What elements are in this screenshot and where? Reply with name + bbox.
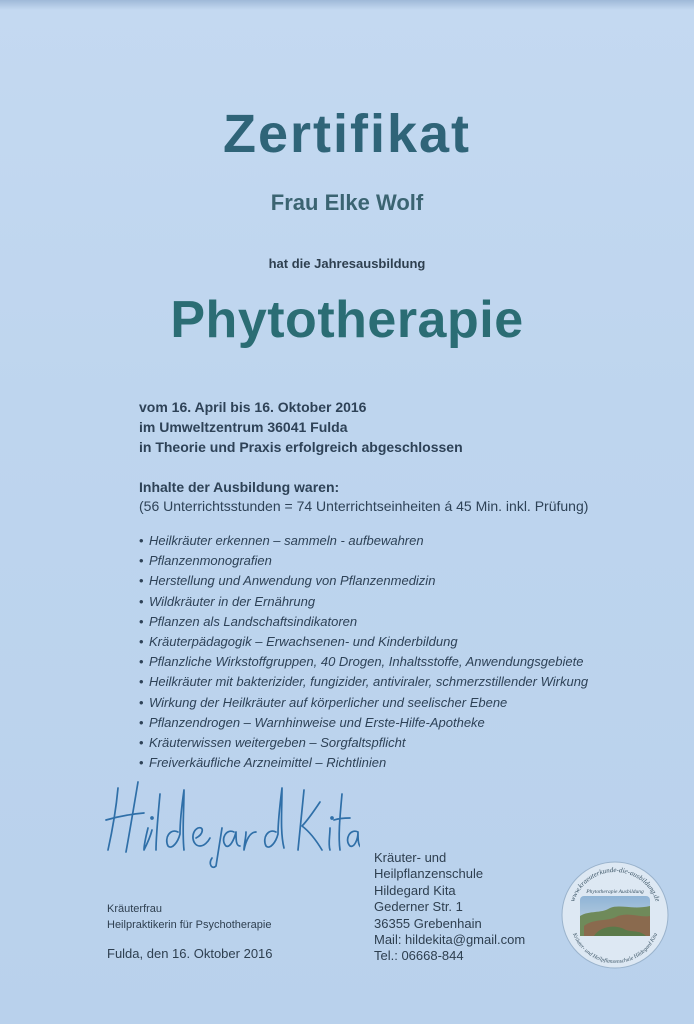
topic-item: [139, 733, 588, 753]
contents-subheading: (56 Unterrichtsstunden = 74 Unterrichtseinheiten á 45 Min. inkl. Prüfung): [139, 498, 589, 514]
seal-landscape-photo: [580, 896, 650, 936]
topic-text: Pflanzen als Landschaftsindikatoren: [149, 613, 358, 629]
topic-item: [139, 551, 588, 571]
detail-dates: vom 16. April bis 16. Oktober 2016: [139, 399, 367, 415]
topic-item: [139, 592, 588, 612]
bullet-icon: •: [139, 533, 144, 548]
bullet-icon: •: [139, 613, 144, 629]
school-line: Heilpflanzenschule: [374, 866, 484, 882]
topic-list: [139, 531, 588, 773]
school-phone: Tel.: 06668-844: [374, 948, 464, 964]
school-email: Mail: hildekita@gmail.com: [374, 932, 526, 948]
school-line: Hildegard Kita: [374, 882, 456, 898]
signer-role: [107, 901, 271, 933]
course-title: Phytotherapie: [170, 291, 524, 349]
bullet-icon: •: [139, 593, 144, 609]
detail-location: im Umweltzentrum 36041 Fulda: [139, 419, 348, 435]
contents-heading: Inhalte der Ausbildung waren:: [139, 479, 340, 495]
bullet-icon: •: [139, 694, 144, 710]
bullet-icon: •: [139, 573, 144, 589]
bullet-icon: •: [139, 674, 144, 690]
topic-item: [139, 652, 588, 672]
topic-text: Heilkräuter mit bakterizider, fungizider, antiviraler, schmerzstillender Wirkung: [149, 674, 589, 690]
seal-bottom-text: Kräuter- und Heilpflanzenschule Hildegard Kita: [570, 932, 660, 966]
bullet-icon: •: [139, 633, 144, 649]
place-date: Fulda, den 16. Oktober 2016: [107, 946, 273, 961]
topic-item: [139, 531, 588, 551]
course-details: [139, 397, 463, 457]
role-line-2: Heilpraktikerin für Psychotherapie: [107, 919, 272, 931]
school-line: Kräuter- und: [374, 850, 447, 865]
topic-text: Kräuterpädagogik – Erwachsenen- und Kinderbildung: [149, 633, 458, 649]
topic-text: Heilkräuter erkennen – sammeln - aufbewahren: [149, 533, 424, 548]
topic-item: [139, 612, 588, 632]
topic-item: [139, 753, 588, 773]
topic-item: [139, 713, 588, 733]
contents-section: [139, 478, 588, 516]
certificate-title: Zertifikat: [222, 104, 472, 164]
topic-text: Pflanzendrogen – Warnhinweise und Erste-Hilfe-Apotheke: [149, 714, 485, 730]
topic-text: Freiverkäufliche Arzneimittel – Richtlinien: [149, 755, 387, 771]
topic-text: Pflanzenmonografien: [149, 553, 272, 569]
topic-item: [139, 672, 588, 692]
role-line-1: Kräuterfrau: [107, 903, 163, 915]
detail-completion: in Theorie und Praxis erfolgreich abgeschlossen: [139, 439, 463, 455]
school-line: Gederner Str. 1: [374, 899, 463, 915]
school-line: 36355 Grebenhain: [374, 915, 482, 931]
bullet-icon: •: [139, 553, 144, 569]
bullet-icon: •: [139, 734, 144, 750]
seal-center-text: Phytotherapie Ausbildung: [586, 889, 644, 895]
topic-text: Herstellung und Anwendung von Pflanzenmedizin: [149, 573, 436, 589]
seal-top-text: www.kraeuterkunde-die-ausbildung.de: [568, 866, 662, 903]
bullet-icon: •: [139, 755, 144, 771]
topic-text: Kräuterwissen weitergeben – Sorgfaltspflicht: [149, 734, 406, 750]
topic-item: [139, 571, 588, 591]
topic-text: Wirkung der Heilkräuter auf körperlicher und seelischer Ebene: [149, 694, 508, 710]
handwritten-signature: [100, 780, 360, 870]
bullet-icon: •: [139, 714, 144, 730]
intro-text: hat die Jahresausbildung: [268, 256, 426, 271]
topic-item: [139, 632, 588, 652]
paper-edge: [0, 0, 694, 10]
topic-text: Wildkräuter in der Ernährung: [149, 593, 316, 609]
signature-text: Hildegard Kita: [100, 869, 107, 870]
school-address: [374, 850, 525, 965]
topic-item: [139, 693, 588, 713]
recipient-name: Frau Elke Wolf: [270, 190, 424, 215]
school-seal-stamp: [560, 860, 670, 970]
topic-text: Pflanzliche Wirkstoffgruppen, 40 Drogen, Inhaltsstoffe, Anwendungsgebiete: [149, 654, 584, 670]
bullet-icon: •: [139, 654, 144, 670]
